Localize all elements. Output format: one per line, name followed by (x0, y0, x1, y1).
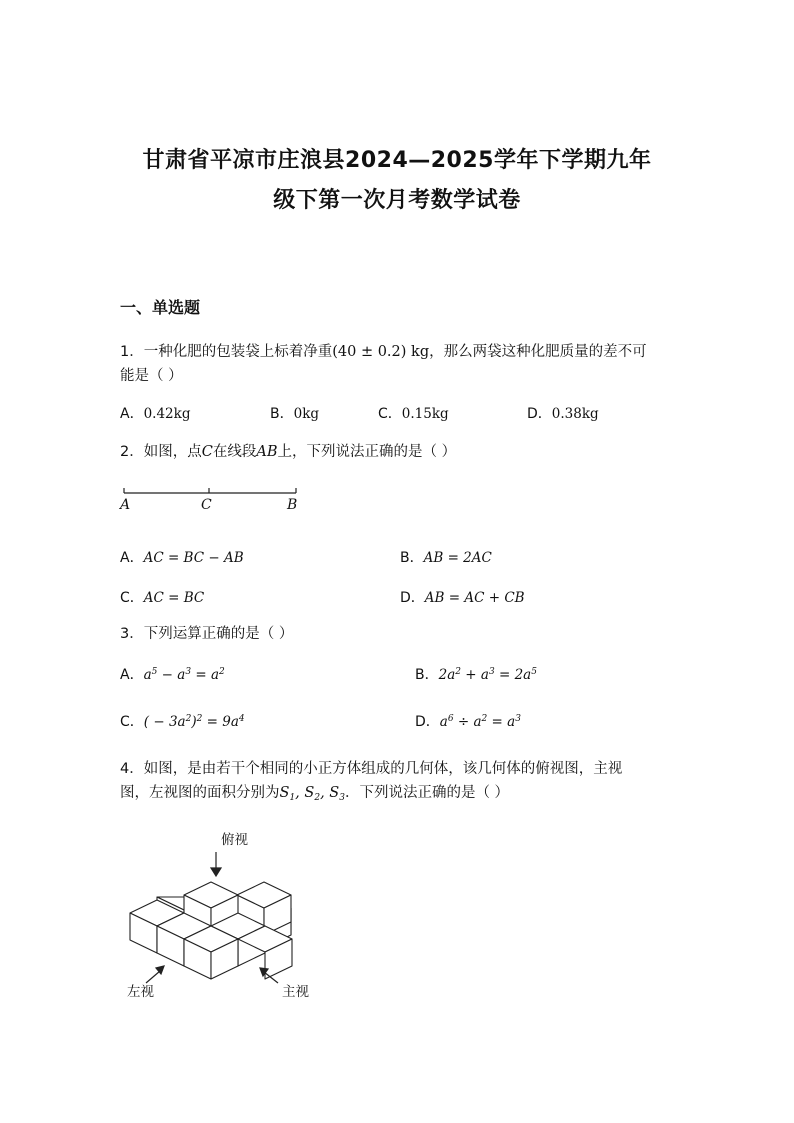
front-view-label: 主视 (282, 984, 309, 1000)
q2-text-a: 2．如图，点 (120, 444, 202, 460)
option-label: B． (270, 406, 294, 422)
q1-option-a[interactable] (120, 403, 190, 423)
question-2 (120, 440, 456, 464)
q1-option-c[interactable] (378, 403, 449, 423)
question-1 (120, 340, 647, 388)
option-value: ( − $3a^2)^2 = 9a^4$ (143, 714, 245, 730)
top-view-arrow-head (211, 868, 221, 876)
q2-point: C (201, 444, 213, 460)
option-value: 0kg (293, 406, 320, 422)
option-value: 0.42kg (143, 406, 191, 422)
q3-option-d[interactable] (415, 711, 521, 731)
q2-option-a[interactable] (120, 547, 244, 567)
q3-option-b[interactable] (415, 664, 537, 684)
label-c: C (201, 497, 212, 513)
option-value: AC = BC (143, 590, 205, 606)
option-value: $a^6 \div a^2 = a^3$ (439, 714, 521, 730)
q4-line2b: ．下列说法正确的是（ ） (344, 785, 510, 801)
q1-text-a: 1．一种化肥的包装袋上标着净重 (120, 344, 333, 360)
q3-option-c[interactable] (120, 711, 245, 731)
q2-option-d[interactable] (400, 587, 525, 607)
q2-option-b[interactable] (400, 547, 492, 567)
option-label: C． (378, 406, 402, 422)
q1-text-b: ，那么两袋这种化肥质量的差不可 (429, 344, 647, 360)
q2-text-c: 上，下列说法正确的是（ ） (277, 444, 457, 460)
option-label: D． (527, 406, 552, 422)
option-value: AB = 2AC (423, 550, 492, 566)
option-label: C． (120, 714, 144, 730)
label-a: A (120, 497, 131, 513)
option-value: AB = AC + CB (424, 590, 525, 606)
option-value: AC = BC − AB (143, 550, 244, 566)
section-heading: 一、单选题 (120, 298, 201, 317)
q1-text-c: 能是（ ） (120, 368, 183, 384)
label-b: B (287, 497, 298, 513)
option-value: 0.38kg (551, 406, 599, 422)
q2-option-c[interactable] (120, 587, 204, 607)
option-value: 0.15kg (401, 406, 449, 422)
paper-title-line2: 级下第一次月考数学试卷 (273, 188, 521, 213)
option-label: B． (400, 550, 424, 566)
top-view-label: 俯视 (221, 832, 248, 848)
q3-option-a[interactable] (120, 664, 225, 684)
q4-areas: $S_1$, $S_2$, $S_3$ (279, 785, 345, 803)
question-3: 3．下列运算正确的是（ ） (120, 626, 294, 642)
option-label: B． (415, 667, 439, 683)
question-4 (120, 757, 622, 810)
q1-option-b[interactable] (270, 403, 319, 423)
q1-expr: (40 ± 0.2) kg (332, 344, 430, 360)
option-label: A． (120, 550, 144, 566)
q2-segment: AB (256, 444, 278, 460)
q1-option-d[interactable] (527, 403, 599, 423)
cubes-figure (120, 850, 320, 1000)
option-label: C． (120, 590, 144, 606)
option-value: $a^5 - a^3 = a^2$ (143, 667, 225, 683)
option-label: D． (400, 590, 425, 606)
option-label: D． (415, 714, 440, 730)
option-value: $2a^2 + a^3 = 2a^5$ (438, 667, 537, 683)
option-label: A． (120, 667, 144, 683)
left-view-label: 左视 (127, 984, 154, 1000)
q4-line1: 4．如图，是由若干个相同的小正方体组成的几何体，该几何体的俯视图，主视 (120, 761, 623, 777)
q4-line2a: 图，左视图的面积分别为 (120, 785, 280, 801)
q2-text-b: 在线段 (212, 444, 257, 460)
option-label: A． (120, 406, 144, 422)
paper-title-line1: 甘肃省平凉市庄浪县2024—2025学年下学期九年 (142, 148, 652, 173)
